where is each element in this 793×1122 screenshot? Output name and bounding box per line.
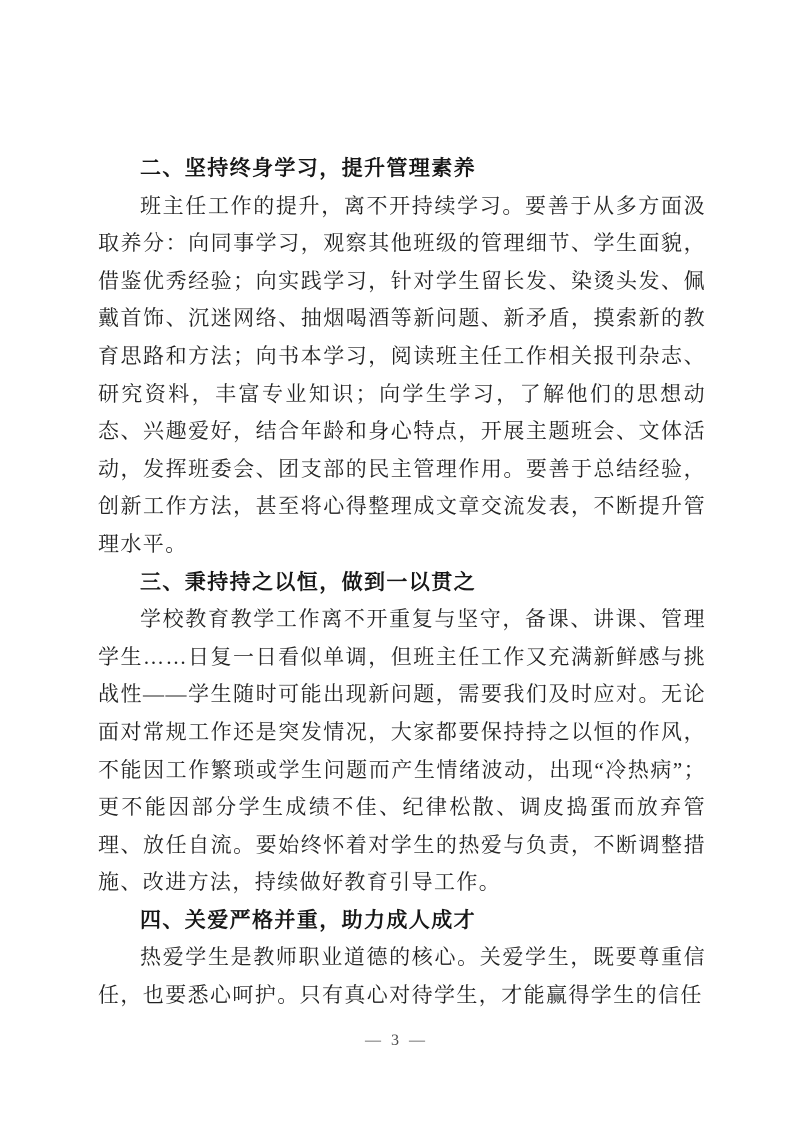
section-heading-perseverance: 三、秉持持之以恒，做到一以贯之 [140,569,476,594]
page-number: — 3 — [365,1032,428,1049]
section-learning [98,150,706,564]
section-perseverance [98,564,706,902]
section-paragraph-perseverance: 学校教育教学工作离不开重复与坚守，备课、讲课、管理学生……日复一日看似单调，但班主任工作又充满新鲜感与挑战性——学生随时可能出现新问题，需要我们及时应对。无论面对常规工作还是突发情况，大家都要保持持之以恒的作风，不能因工作繁琐或学生问题而产生情绪波动，出现“冷热病”；更不能因部分学生成绩不佳、纪律松散、调皮捣蛋而放弃管理、放任自流。要始终怀着对学生的热爱与负责，不断调整措施、改进方法，持续做好教育引导工作。 [98,607,706,895]
page-footer [0,1032,793,1050]
section-paragraph-care: 热爱学生是教师职业道德的核心。关爱学生，既要尊重信任，也要悉心呵护。只有真心对待学生，才能赢得学生的信任 [98,945,706,1008]
section-heading-learning: 二、坚持终身学习，提升管理素养 [140,156,476,180]
section-heading-care: 四、关爱严格并重，助力成人成才 [140,907,476,932]
section-care [98,902,706,1015]
document-body [98,150,706,1015]
section-paragraph-learning: 班主任工作的提升，离不开持续学习。要善于从多方面汲取养分：向同事学习，观察其他班级的管理细节、学生面貌，借鉴优秀经验；向实践学习，针对学生留长发、染烫头发、佩戴首饰、沉迷网络、抽烟喝酒等新问题、新矛盾，摸索新的教育思路和方法；向书本学习，阅读班主任工作相关报刊杂志、研究资料，丰富专业知识；向学生学习，了解他们的思想动态、兴趣爱好，结合年龄和身心特点，开展主题班会、文体活动，发挥班委会、团支部的民主管理作用。要善于总结经验，创新工作方法，甚至将心得整理成文章交流发表，不断提升管理水平。 [98,193,706,556]
